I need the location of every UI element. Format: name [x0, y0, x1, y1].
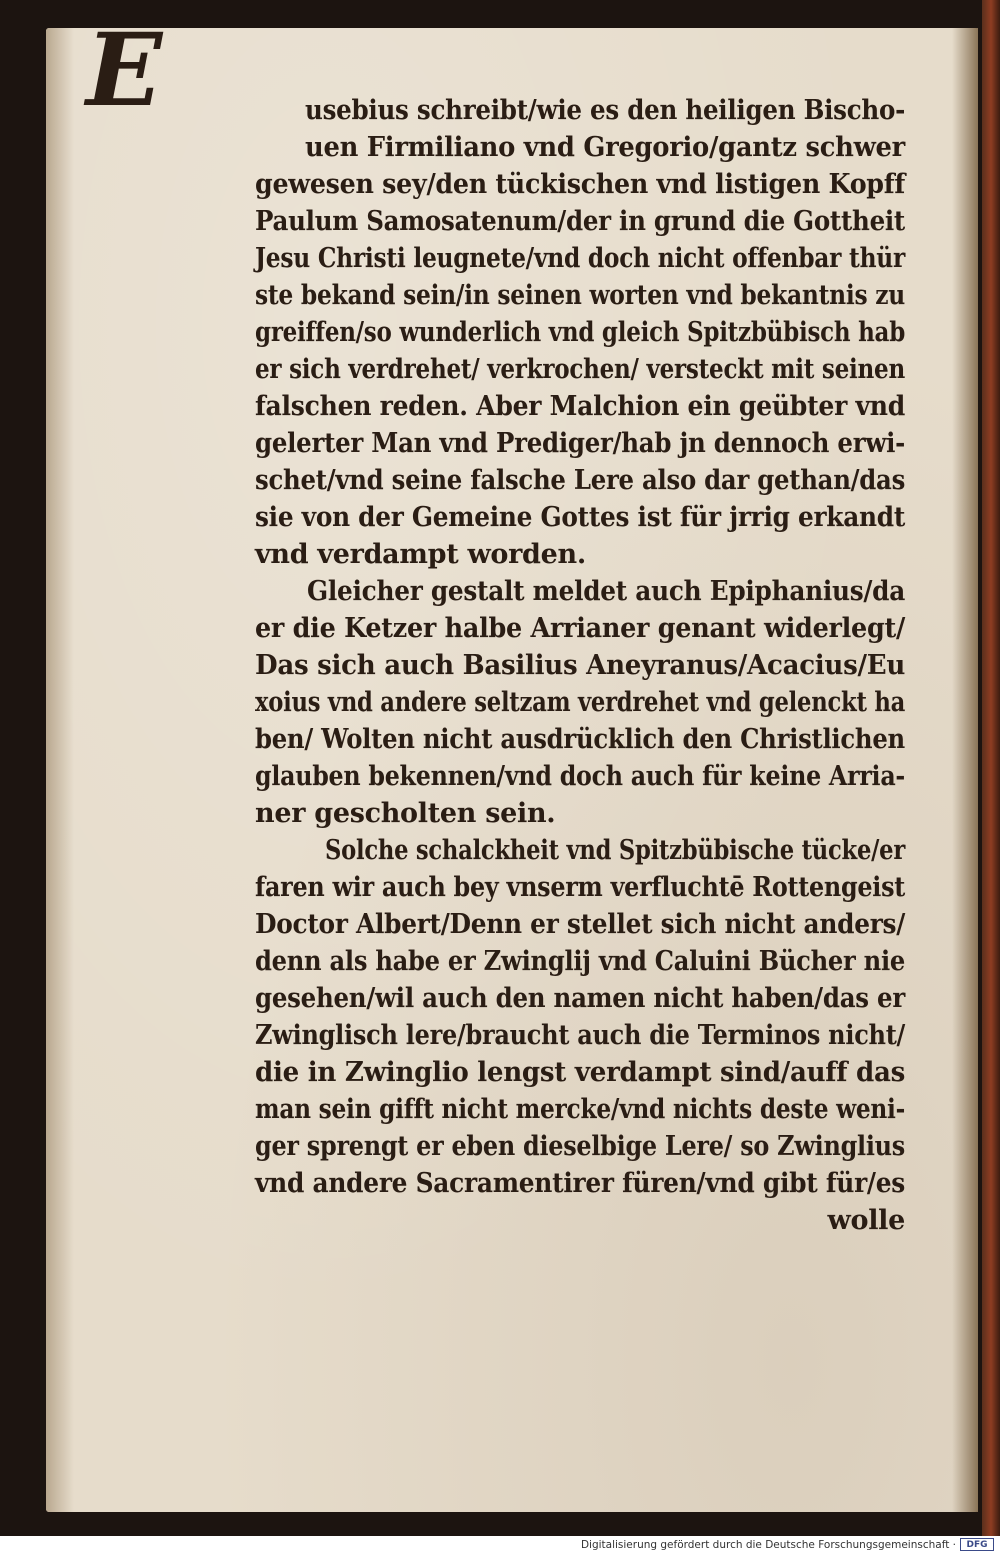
text-line: faren wir auch bey vnserm verfluchtē Rottengeist [255, 872, 906, 903]
text-line: schet/vnd seine falsche Lere also dar gethan/das [255, 465, 906, 496]
text-line: gewesen sey/den tückischen vnd listigen Kopff [255, 169, 905, 200]
page-shadow-left [46, 28, 74, 1512]
footer-credit: Digitalisierung gefördert durch die Deutsche Forschungsgemeinschaft · [580, 1539, 956, 1551]
text-line: Zwinglisch lere/braucht auch die Terminos nicht/ [255, 1020, 906, 1051]
text-line: vnd andere Sacramentirer füren/vnd gibt für/es [255, 1168, 906, 1199]
book-page [46, 11, 978, 1512]
decorated-initial: E [86, 11, 163, 129]
text-line: Doctor Albert/Denn er stellet sich nicht anders/ [255, 909, 906, 940]
text-line: ner gescholten sein. [255, 798, 556, 829]
catchword: wolle [827, 1205, 905, 1236]
text-line: er die Ketzer halbe Arrianer genant widerlegt/ [255, 613, 905, 644]
text-line: vnd verdampt worden. [255, 539, 586, 570]
text-line: falschen reden. Aber Malchion ein geübter vnd [255, 391, 906, 422]
text-line: glauben bekennen/vnd doch auch für keine Arria- [255, 761, 906, 792]
text-line: man sein gifft nicht mercke/vnd nichts deste weni- [255, 1094, 906, 1125]
text-line: usebius schreibt/wie es den heiligen Bischo- [305, 95, 906, 126]
text-line: Jesu Christi leugnete/vnd doch nicht offenbar thür [255, 243, 906, 274]
book-binding [982, 0, 1000, 1536]
page-shadow-right [952, 28, 978, 1512]
text-line: xoius vnd andere seltzam verdrehet vnd gelenckt ha [255, 687, 906, 718]
text-line: gesehen/wil auch den namen nicht haben/das er [255, 983, 905, 1014]
text-line: uen Firmiliano vnd Gregorio/gantz schwer [305, 132, 905, 163]
text-line: Das sich auch Basilius Aneyranus/Acacius/Eu [255, 650, 906, 681]
text-line: Gleicher gestalt meldet auch Epiphanius/da [307, 576, 906, 607]
text-line: ger sprengt er eben dieselbige Lere/ so Zwinglius [255, 1131, 906, 1162]
dfg-logo: DFG [960, 1538, 994, 1551]
digitization-footer [0, 1536, 1000, 1554]
text-line: ste bekand sein/in seinen worten vnd bekantnis zu [255, 280, 906, 311]
text-line: die in Zwinglio lengst verdampt sind/auff das [255, 1057, 905, 1088]
text-line: sie von der Gemeine Gottes ist für jrrig erkandt [255, 502, 905, 533]
text-line: gelerter Man vnd Prediger/hab jn dennoch erwi- [255, 428, 906, 459]
text-line: Solche schalckheit vnd Spitzbübische tücke/er [325, 835, 906, 866]
text-line: greiffen/so wunderlich vnd gleich Spitzbübisch hab [255, 317, 906, 348]
text-line: ben/ Wolten nicht ausdrücklich den Christlichen [255, 724, 905, 755]
text-line: denn als habe er Zwinglij vnd Caluini Bücher nie [255, 946, 906, 977]
text-line: er sich verdrehet/ verkrochen/ versteckt mit seinen [255, 354, 905, 385]
page-text [255, 92, 905, 1239]
text-line: Paulum Samosatenum/der in grund die Gottheit [255, 206, 905, 237]
